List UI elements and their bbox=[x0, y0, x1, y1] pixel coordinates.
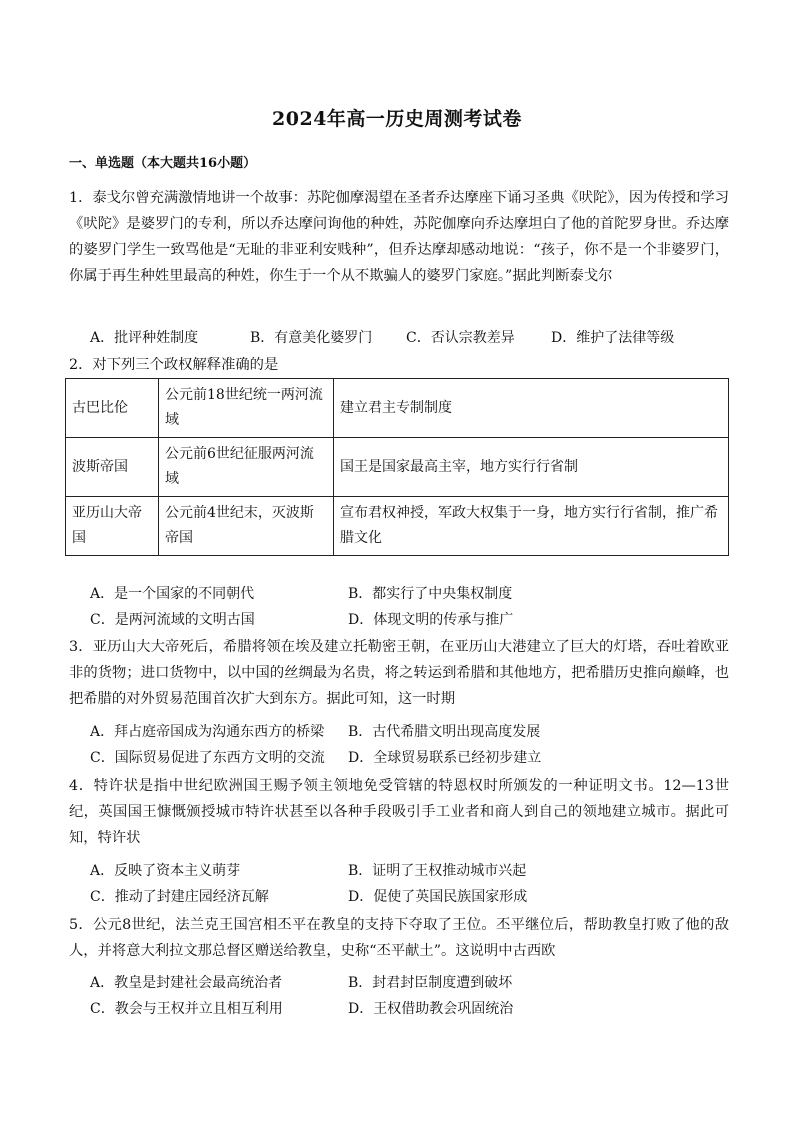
question-3-options bbox=[90, 719, 730, 771]
table-cell: 国王是国家最高主宰，地方实行行省制 bbox=[334, 438, 729, 497]
option-c[interactable]: C．否认宗教差异 bbox=[406, 330, 515, 346]
table-row bbox=[66, 379, 729, 438]
table-cell: 古巴比伦 bbox=[66, 379, 159, 438]
table-row bbox=[66, 497, 729, 556]
table-cell: 公元前6世纪征服两河流域 bbox=[159, 438, 334, 497]
option-d[interactable]: D．全球贸易联系已经初步建立 bbox=[348, 750, 542, 766]
table-cell: 亚历山大帝国 bbox=[66, 497, 159, 556]
option-a[interactable]: A．反映了资本主义萌芽 bbox=[90, 863, 241, 879]
question-4-options bbox=[90, 858, 730, 910]
table-cell: 公元前4世纪末，灭波斯帝国 bbox=[159, 497, 334, 556]
option-d[interactable]: D．促使了英国民族国家形成 bbox=[348, 889, 528, 905]
option-b[interactable]: B．有意美化婆罗门 bbox=[250, 330, 373, 346]
question-3-stem: 3．亚历山大大帝死后，希腊将领在埃及建立托勒密王朝，在亚历山大港建立了巨大的灯塔，吞吐着欧亚非的货物；进口货物中，以中国的丝绸最为名贵，将之转运到希腊和其他地方，把希腊历史推向巅峰，也把希腊的对外贸易范围首次扩大到东方。据此可知，这一时期 bbox=[69, 639, 729, 707]
table-cell: 建立君主专制制度 bbox=[334, 379, 729, 438]
question-5-options bbox=[90, 970, 730, 1022]
option-b[interactable]: B．证明了王权推动城市兴起 bbox=[348, 863, 527, 879]
option-b[interactable]: B．古代希腊文明出现高度发展 bbox=[348, 724, 541, 740]
question-2-stem: 2．对下列三个政权解释准确的是 bbox=[69, 357, 279, 373]
option-c[interactable]: C．国际贸易促进了东西方文明的交流 bbox=[90, 750, 325, 766]
table-cell: 宣布君权神授，军政大权集于一身，地方实行行省制，推广希腊文化 bbox=[334, 497, 729, 556]
question-5-stem: 5．公元8世纪，法兰克王国宫相丕平在教皇的支持下夺取了王位。丕平继位后，帮助教皇打败了他的敌人，并将意大利拉文那总督区赠送给教皇，史称“丕平献土”。这说明中古西欧 bbox=[69, 917, 729, 959]
option-d[interactable]: D．体现文明的传承与推广 bbox=[348, 612, 514, 628]
table-cell: 波斯帝国 bbox=[66, 438, 159, 497]
table-row bbox=[66, 438, 729, 497]
option-b[interactable]: B．封君封臣制度遭到破坏 bbox=[348, 975, 513, 991]
section-header: 一、单选题（本大题共16小题） bbox=[69, 156, 257, 171]
question-4-stem: 4．特许状是指中世纪欧洲国王赐予领主领地免受管辖的特恩权时所颁发的一种证明文书。12—13世纪，英国国王慷慨颁授城市特许状甚至以各种手段吸引手工业者和商人到自己的领地建立城市。据此可知，特许状 bbox=[69, 778, 729, 846]
option-c[interactable]: C．教会与王权并立且相互利用 bbox=[90, 1001, 283, 1017]
option-a[interactable]: A．拜占庭帝国成为沟通东西方的桥梁 bbox=[90, 724, 325, 740]
option-b[interactable]: B．都实行了中央集权制度 bbox=[348, 586, 513, 602]
table-cell: 公元前18世纪统一两河流域 bbox=[159, 379, 334, 438]
regime-table bbox=[65, 378, 729, 556]
option-d[interactable]: D．王权借助教会巩固统治 bbox=[348, 1001, 514, 1017]
exam-title: 2024年高一历史周测考试卷 bbox=[272, 108, 522, 130]
option-d[interactable]: D．维护了法律等级 bbox=[551, 330, 675, 346]
question-1-options bbox=[90, 325, 730, 351]
question-1-stem: 1．泰戈尔曾充满激情地讲一个故事：苏陀伽摩渴望在圣者乔达摩座下诵习圣典《吠陀》，因为传授和学习《吠陀》是婆罗门的专利，所以乔达摩问询他的种姓，苏陀伽摩向乔达摩坦白了他的首陀罗身世。乔达摩的婆罗门学生一致骂他是“无耻的非亚利安贱种”，但乔达摩却感动地说：“孩子，你不是一个非婆罗门，你属于再生种姓里最高的种姓，你生于一个从不欺骗人的婆罗门家庭。”据此判断泰戈尔 bbox=[69, 190, 729, 284]
option-a[interactable]: A．是一个国家的不同朝代 bbox=[90, 586, 255, 602]
option-a[interactable]: A．批评种姓制度 bbox=[90, 330, 199, 346]
option-c[interactable]: C．推动了封建庄园经济瓦解 bbox=[90, 889, 269, 905]
option-c[interactable]: C．是两河流域的文明古国 bbox=[90, 612, 255, 628]
option-a[interactable]: A．教皇是封建社会最高统治者 bbox=[90, 975, 283, 991]
question-2-options bbox=[90, 581, 730, 633]
